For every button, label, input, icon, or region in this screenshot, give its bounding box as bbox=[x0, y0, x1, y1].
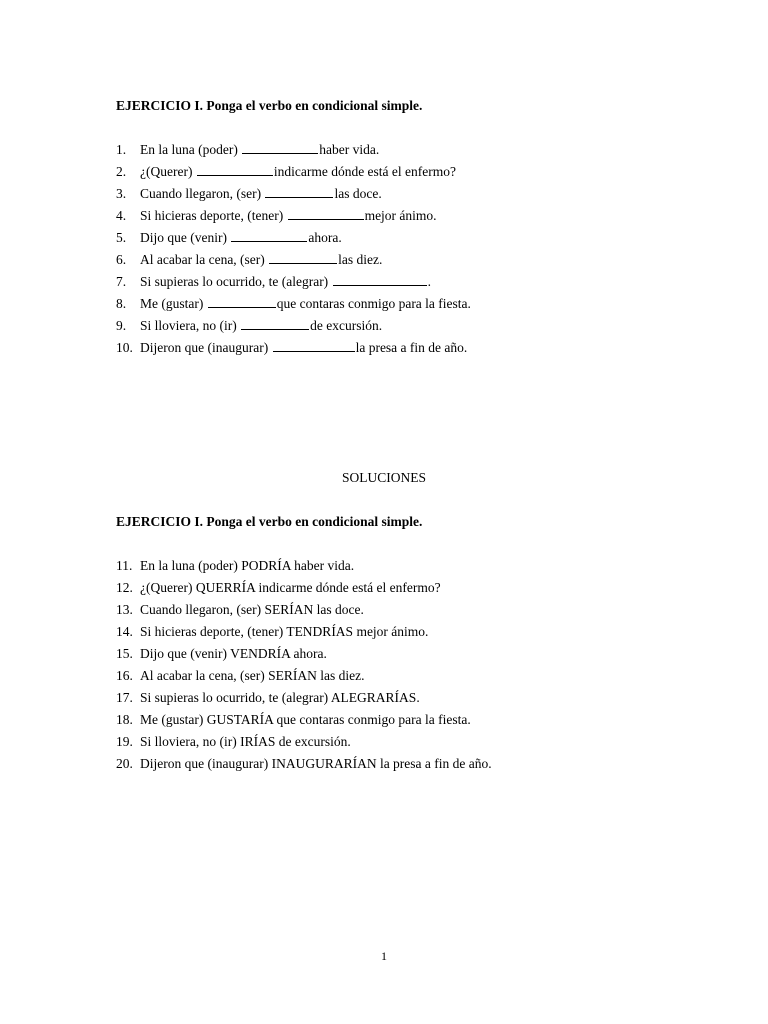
item-number: 17. bbox=[116, 690, 133, 705]
solutions-exercise-title: EJERCICIO I. Ponga el verbo en condicional simple. bbox=[116, 514, 423, 529]
item-text-before: Al acabar la cena, (ser) bbox=[140, 252, 269, 267]
solution-item bbox=[116, 643, 492, 665]
item-text-after: las diez. bbox=[338, 252, 383, 267]
item-number: 13. bbox=[116, 602, 133, 617]
item-text-after: indicarme dónde está el enfermo? bbox=[273, 164, 457, 179]
answer-blank[interactable] bbox=[208, 295, 276, 308]
item-text-before: Si hicieras deporte, (tener) bbox=[140, 208, 287, 223]
item-number: 10. bbox=[116, 340, 133, 355]
solution-item bbox=[116, 555, 492, 577]
item-text: Si hicieras deporte, (tener) TENDRÍAS mejor ánimo. bbox=[140, 624, 429, 639]
item-text-before: Cuando llegaron, (ser) bbox=[140, 186, 265, 201]
item-text: Cuando llegaron, (ser) SERÍAN las doce. bbox=[140, 602, 364, 617]
answer-blank[interactable] bbox=[242, 141, 318, 154]
item-text-after: que contaras conmigo para la fiesta. bbox=[276, 296, 471, 311]
item-number: 19. bbox=[116, 734, 133, 749]
answer-blank[interactable] bbox=[197, 163, 273, 176]
item-text-before: Dijo que (venir) bbox=[140, 230, 231, 245]
item-number: 4. bbox=[116, 208, 127, 223]
answer-blank[interactable] bbox=[288, 207, 364, 220]
answer-blank[interactable] bbox=[241, 317, 309, 330]
item-text-after: mejor ánimo. bbox=[364, 208, 437, 223]
exercise-item bbox=[116, 249, 471, 271]
exercise-list bbox=[116, 139, 471, 359]
item-text-before: Dijeron que (inaugurar) bbox=[140, 340, 272, 355]
item-text: En la luna (poder) PODRÍA haber vida. bbox=[140, 558, 355, 573]
item-text: Dijeron que (inaugurar) INAUGURARÍAN la presa a fin de año. bbox=[140, 756, 492, 771]
exercise-item bbox=[116, 183, 471, 205]
item-text-before: Me (gustar) bbox=[140, 296, 207, 311]
item-number: 15. bbox=[116, 646, 133, 661]
item-number: 11. bbox=[116, 558, 133, 573]
solution-item bbox=[116, 665, 492, 687]
item-text: Me (gustar) GUSTARÍA que contaras conmigo para la fiesta. bbox=[140, 712, 471, 727]
item-number: 14. bbox=[116, 624, 133, 639]
answer-blank[interactable] bbox=[231, 229, 307, 242]
item-text: Si supieras lo ocurrido, te (alegrar) ALEGRARÍAS. bbox=[140, 690, 420, 705]
solution-item bbox=[116, 709, 492, 731]
exercise-item bbox=[116, 337, 471, 359]
solution-item bbox=[116, 687, 492, 709]
solution-item bbox=[116, 621, 492, 643]
item-number: 20. bbox=[116, 756, 133, 771]
item-number: 9. bbox=[116, 318, 127, 333]
item-number: 7. bbox=[116, 274, 127, 289]
item-number: 8. bbox=[116, 296, 127, 311]
item-text-after: haber vida. bbox=[319, 142, 380, 157]
solution-item bbox=[116, 753, 492, 775]
item-number: 18. bbox=[116, 712, 133, 727]
item-text: ¿(Querer) QUERRÍA indicarme dónde está el enfermo? bbox=[140, 580, 441, 595]
item-text-after: las doce. bbox=[334, 186, 382, 201]
item-number: 3. bbox=[116, 186, 127, 201]
answer-blank[interactable] bbox=[265, 185, 333, 198]
answer-blank[interactable] bbox=[269, 251, 337, 264]
answer-blank[interactable] bbox=[333, 273, 427, 286]
item-number: 16. bbox=[116, 668, 133, 683]
item-number: 6. bbox=[116, 252, 127, 267]
page-number: 1 bbox=[381, 949, 387, 963]
answer-blank[interactable] bbox=[273, 339, 355, 352]
item-number: 5. bbox=[116, 230, 127, 245]
item-text: Si lloviera, no (ir) IRÍAS de excursión. bbox=[140, 734, 351, 749]
exercise-item bbox=[116, 161, 471, 183]
solutions-label: SOLUCIONES bbox=[341, 470, 426, 485]
item-text-after: la presa a fin de año. bbox=[355, 340, 468, 355]
item-text-before: Si supieras lo ocurrido, te (alegrar) bbox=[140, 274, 332, 289]
item-text-before: Si lloviera, no (ir) bbox=[140, 318, 241, 333]
item-text-after: de excursión. bbox=[310, 318, 383, 333]
item-number: 12. bbox=[116, 580, 133, 595]
exercise-item bbox=[116, 139, 471, 161]
exercise-item bbox=[116, 293, 471, 315]
exercise-item bbox=[116, 227, 471, 249]
item-text-before: En la luna (poder) bbox=[140, 142, 242, 157]
item-text: Dijo que (venir) VENDRÍA ahora. bbox=[140, 646, 327, 661]
item-number: 2. bbox=[116, 164, 127, 179]
item-text-before: ¿(Querer) bbox=[140, 164, 196, 179]
solution-item bbox=[116, 731, 492, 753]
exercise-item bbox=[116, 315, 471, 337]
item-text-after: . bbox=[427, 274, 431, 289]
exercise-item bbox=[116, 271, 471, 293]
item-text-after: ahora. bbox=[308, 230, 342, 245]
solution-item bbox=[116, 599, 492, 621]
solutions-list bbox=[116, 555, 492, 775]
exercise-item bbox=[116, 205, 471, 227]
item-text: Al acabar la cena, (ser) SERÍAN las diez. bbox=[140, 668, 365, 683]
item-number: 1. bbox=[116, 142, 127, 157]
solution-item bbox=[116, 577, 492, 599]
exercise-title: EJERCICIO I. Ponga el verbo en condicional simple. bbox=[116, 98, 423, 113]
